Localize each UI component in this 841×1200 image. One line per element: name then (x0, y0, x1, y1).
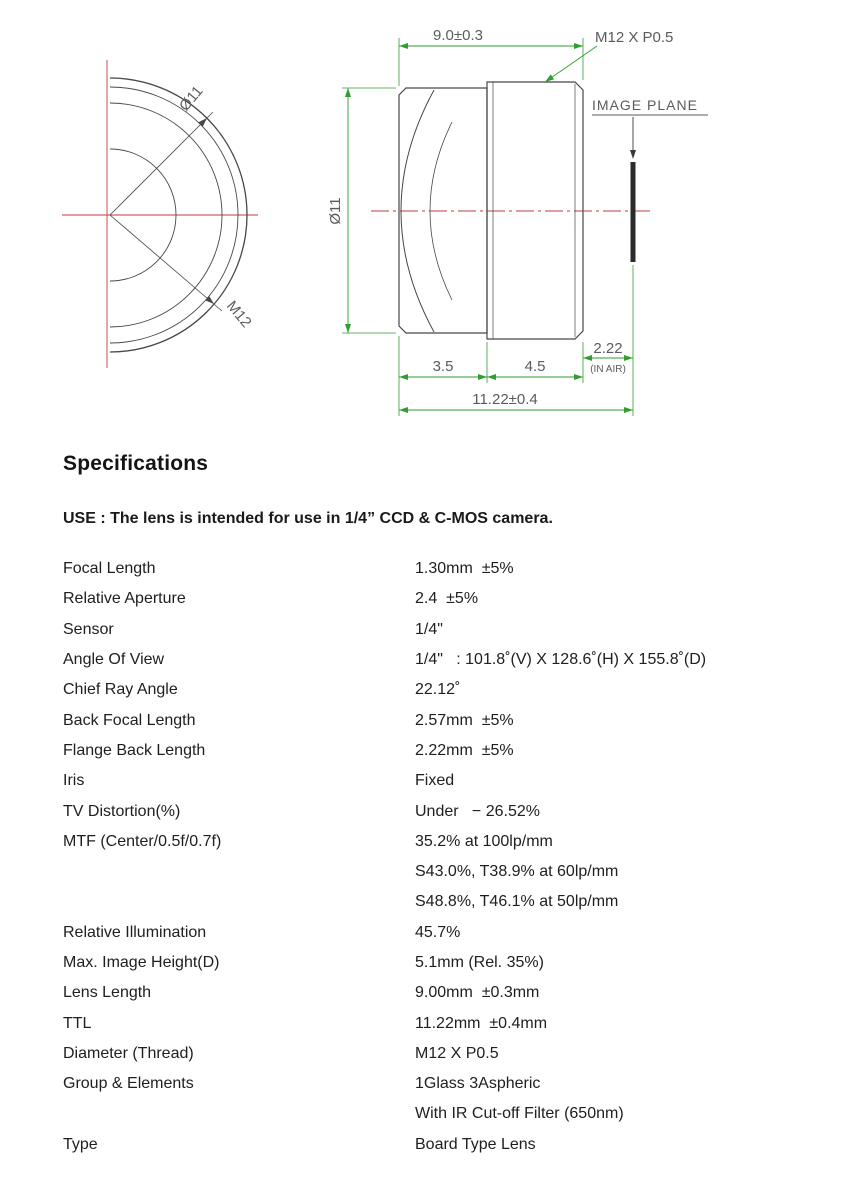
spec-row (63, 887, 801, 917)
spec-value: Under − 26.52% (415, 802, 540, 820)
spec-row (63, 615, 801, 645)
spec-row (63, 736, 801, 766)
spec-value: S43.0%, T38.9% at 60lp/mm (415, 863, 619, 881)
spec-row (63, 705, 801, 735)
spec-label: Angle Of View (63, 651, 165, 669)
spec-label: Relative Aperture (63, 590, 186, 608)
thread-barrel-outline (487, 82, 583, 339)
spec-label: Back Focal Length (63, 711, 196, 729)
image-plane-label: IMAGE PLANE (592, 97, 698, 113)
spec-label: Relative Illumination (63, 923, 207, 941)
lens-length-dimension: 9.0±0.3 (433, 27, 483, 44)
spec-table (63, 554, 801, 1160)
spec-row (63, 827, 801, 857)
spec-value: M12 X P0.5 (415, 1044, 499, 1062)
spec-label: Flange Back Length (63, 741, 206, 759)
spec-row (63, 1069, 801, 1099)
air-gap-dimension: 2.22 (593, 340, 623, 357)
total-length-dimension: 11.22±0.4 (472, 391, 538, 408)
dim-arrow (345, 324, 351, 333)
lens-drawing-svg (0, 0, 841, 430)
image-plane-arrow (630, 150, 636, 159)
spec-label: Iris (63, 772, 85, 790)
spec-row (63, 978, 801, 1008)
dim-arrow (624, 355, 633, 361)
spec-value: 1/4" : 101.8˚(V) X 128.6˚(H) X 155.8˚(D) (415, 651, 707, 669)
spec-label: Lens Length (63, 984, 152, 1002)
spec-value: Fixed (415, 772, 455, 790)
dim-arrow (345, 88, 351, 97)
spec-label: TV Distortion(%) (63, 802, 181, 820)
use-note: USE : The lens is intended for use in 1/4” CCD & C-MOS camera. (63, 510, 553, 527)
specifications-section (0, 452, 841, 1160)
thread-spec-label: M12 X P0.5 (595, 29, 674, 46)
diameter-label: Ø11 (176, 82, 207, 115)
spec-label: Group & Elements (63, 1075, 194, 1093)
dim-arrow (399, 43, 408, 49)
spec-label: MTF (Center/0.5f/0.7f) (63, 832, 222, 850)
spec-row (63, 796, 801, 826)
spec-row (63, 1099, 801, 1129)
spec-value: 1/4" (415, 620, 443, 638)
spec-value: Board Type Lens (415, 1135, 536, 1153)
dim-arrow (478, 374, 487, 380)
spec-value: 2.22mm ±5% (415, 741, 514, 759)
specifications-title: Specifications (63, 452, 209, 475)
thread-label: M12 (222, 297, 255, 331)
barrel-diameter-dimension: Ø11 (327, 197, 344, 225)
spec-label: TTL (63, 1014, 92, 1032)
spec-row (63, 948, 801, 978)
spec-label: Max. Image Height(D) (63, 954, 220, 971)
spec-value: 2.4 ±5% (415, 590, 479, 608)
front-segment-dimension: 3.5 (432, 358, 454, 375)
spec-value: 5.1mm (Rel. 35%) (415, 954, 544, 971)
dim-arrow (624, 407, 633, 413)
thread-spec-arrow (545, 74, 554, 82)
spec-value: 9.00mm ±0.3mm (415, 984, 540, 1002)
diameter-leader-line (110, 112, 213, 215)
spec-row (63, 554, 801, 584)
spec-label: Sensor (63, 620, 114, 638)
spec-value: 1.30mm ±5% (415, 560, 514, 578)
technical-drawing (0, 0, 841, 430)
spec-value: 22.12˚ (415, 681, 461, 699)
dim-arrow (574, 374, 583, 380)
dim-arrow (399, 407, 408, 413)
rear-segment-dimension: 4.5 (524, 358, 546, 375)
front-barrel-outline (399, 88, 487, 333)
spec-value: 1Glass 3Aspheric (415, 1075, 541, 1093)
thread-leader-line (110, 215, 222, 311)
spec-row (63, 584, 801, 614)
thread-leader-arrow (205, 296, 214, 304)
spec-label: Diameter (Thread) (63, 1044, 194, 1062)
front-view-drawing (62, 60, 258, 368)
spec-value: 45.7% (415, 923, 461, 941)
spec-row (63, 857, 801, 887)
spec-value: 35.2% at 100lp/mm (415, 832, 553, 850)
spec-row (63, 645, 801, 675)
thread-spec-leader (548, 46, 597, 80)
spec-label: Focal Length (63, 560, 156, 578)
spec-value: With IR Cut-off Filter (650nm) (415, 1105, 624, 1123)
dim-arrow (574, 43, 583, 49)
spec-row (63, 1008, 801, 1038)
dim-arrow (583, 355, 592, 361)
spec-row (63, 675, 801, 705)
spec-row (63, 766, 801, 796)
spec-value: 11.22mm ±0.4mm (415, 1014, 548, 1032)
air-gap-note: (IN AIR) (590, 364, 626, 375)
dim-arrow (399, 374, 408, 380)
spec-value: 2.57mm ±5% (415, 711, 514, 729)
spec-value: S48.8%, T46.1% at 50lp/mm (415, 893, 619, 911)
spec-label: Chief Ray Angle (63, 681, 178, 699)
side-view-drawing (327, 27, 708, 416)
spec-label: Type (63, 1135, 98, 1153)
dim-arrow (487, 374, 496, 380)
spec-row (63, 1130, 801, 1160)
spec-row (63, 918, 801, 948)
image-plane-bar (631, 162, 636, 262)
spec-row (63, 1039, 801, 1069)
